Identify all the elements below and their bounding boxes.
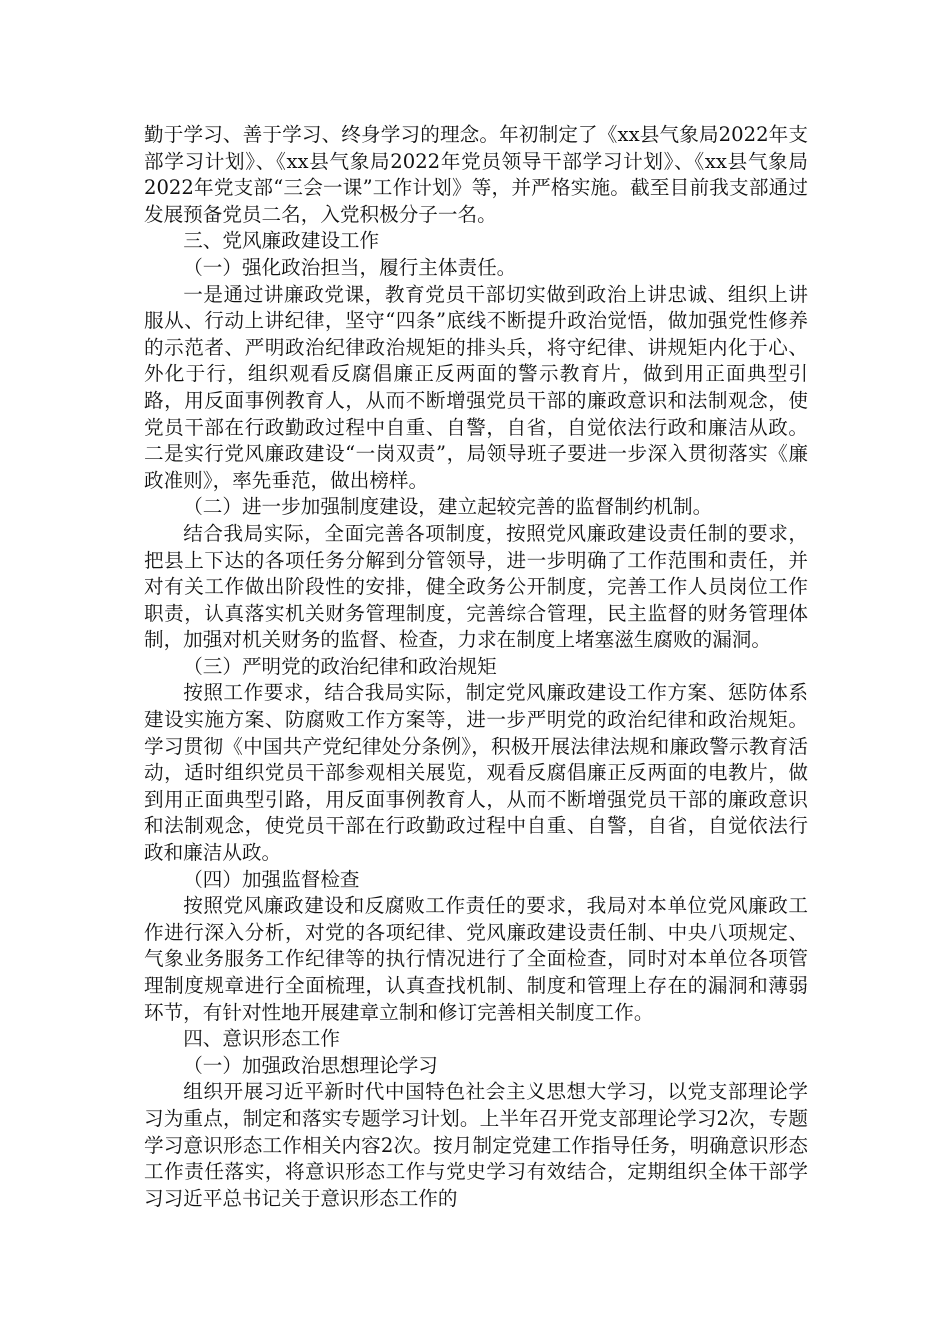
paragraph: 一是通过讲廉政党课，教育党员干部切实做到政治上讲忠诚、组织上讲服从、行动上讲纪律，坚守“四条”底线不断提升政治觉悟，做加强党性修养的示范者、严明政治纪律政治规矩的排头兵，将守纪律、讲规矩内化于心、外化于行，组织观看反腐倡廉正反两面的警示教育片，做到用正面典型引路，用反面事例教育人，从而不断增强党员干部的廉政意识和法制观念，使党员干部在行政勤政过程中自重、自警，自省，自觉依法行政和廉洁从政。二是实行党风廉政建设“一岗双责”，局领导班子要进一步深入贯彻落实《廉政准则》，率先垂范，做出榜样。 [144,282,808,492]
section-heading-party-conduct: 三、党风廉政建设工作 [183,229,380,253]
subsection-heading-4: （四）加强监督检查 [183,867,360,891]
paragraph: 组织开展习近平新时代中国特色社会主义思想大学习，以党支部理论学习为重点，制定和落实专题学习计划。上半年召开党支部理论学习2次，专题学习意识形态工作相关内容2次。按月制定党建工作指导任务，明确意识形态工作责任落实，将意识形态工作与党史学习有效结合，定期组织全体干部学习习近平总书记关于意识形态工作的 [144,1080,808,1210]
document-body [144,122,808,1212]
paragraph: 结合我局实际，全面完善各项制度，按照党风廉政建设责任制的要求，把县上下达的各项任务分解到分管领导，进一步明确了工作范围和责任，并对有关工作做出阶段性的安排，健全政务公开制度，完善工作人员岗位工作职责，认真落实机关财务管理制度，完善综合管理，民主监督的财务管理体制，加强对机关财务的监督、检查，力求在制度上堵塞滋生腐败的漏洞。 [144,521,808,652]
paragraph: 按照党风廉政建设和反腐败工作责任的要求，我局对本单位党风廉政工作进行深入分析，对党的各项纪律、党风廉政建设责任制、中央八项规定、气象业务服务工作纪律等的执行情况进行了全面检查，同时对本单位各项管理制度规章进行全面梳理，认真查找机制、制度和管理上存在的漏洞和薄弱环节，有针对性地开展建章立制和修订完善相关制度工作。 [144,894,808,1024]
subsection-heading-1: （一）强化政治担当，履行主体责任。 [183,255,517,279]
subsection-heading-ideology-1: （一）加强政治思想理论学习 [183,1053,438,1077]
section-heading-ideology: 四、意识形态工作 [183,1027,340,1051]
paragraph-continued: 勤于学习、善于学习、终身学习的理念。年初制定了《xx县气象局2022年支部学习计划》、《xx县气象局2022年党员领导干部学习计划》、《xx县气象局2022年党支部“三会一课”工作计划》等，并严格实施。截至目前我支部通过发展预备党员二名，入党积极分子一名。 [144,123,808,226]
subsection-heading-3: （三）严明党的政治纪律和政治规矩 [183,654,497,678]
subsection-heading-2: （二）进一步加强制度建设，建立起较完善的监督制约机制。 [183,495,713,519]
paragraph: 按照工作要求，结合我局实际，制定党风廉政建设工作方案、惩防体系建设实施方案、防腐败工作方案等，进一步严明党的政治纪律和政治规矩。学习贯彻《中国共产党纪律处分条例》，积极开展法律法规和廉政警示教育活动，适时组织党员干部参观相关展览，观看反腐倡廉正反两面的电教片，做到用正面典型引路，用反面事例教育人，从而不断增强党员干部的廉政意识和法制观念，使党员干部在行政勤政过程中自重、自警，自省，自觉依法行政和廉洁从政。 [144,681,808,865]
